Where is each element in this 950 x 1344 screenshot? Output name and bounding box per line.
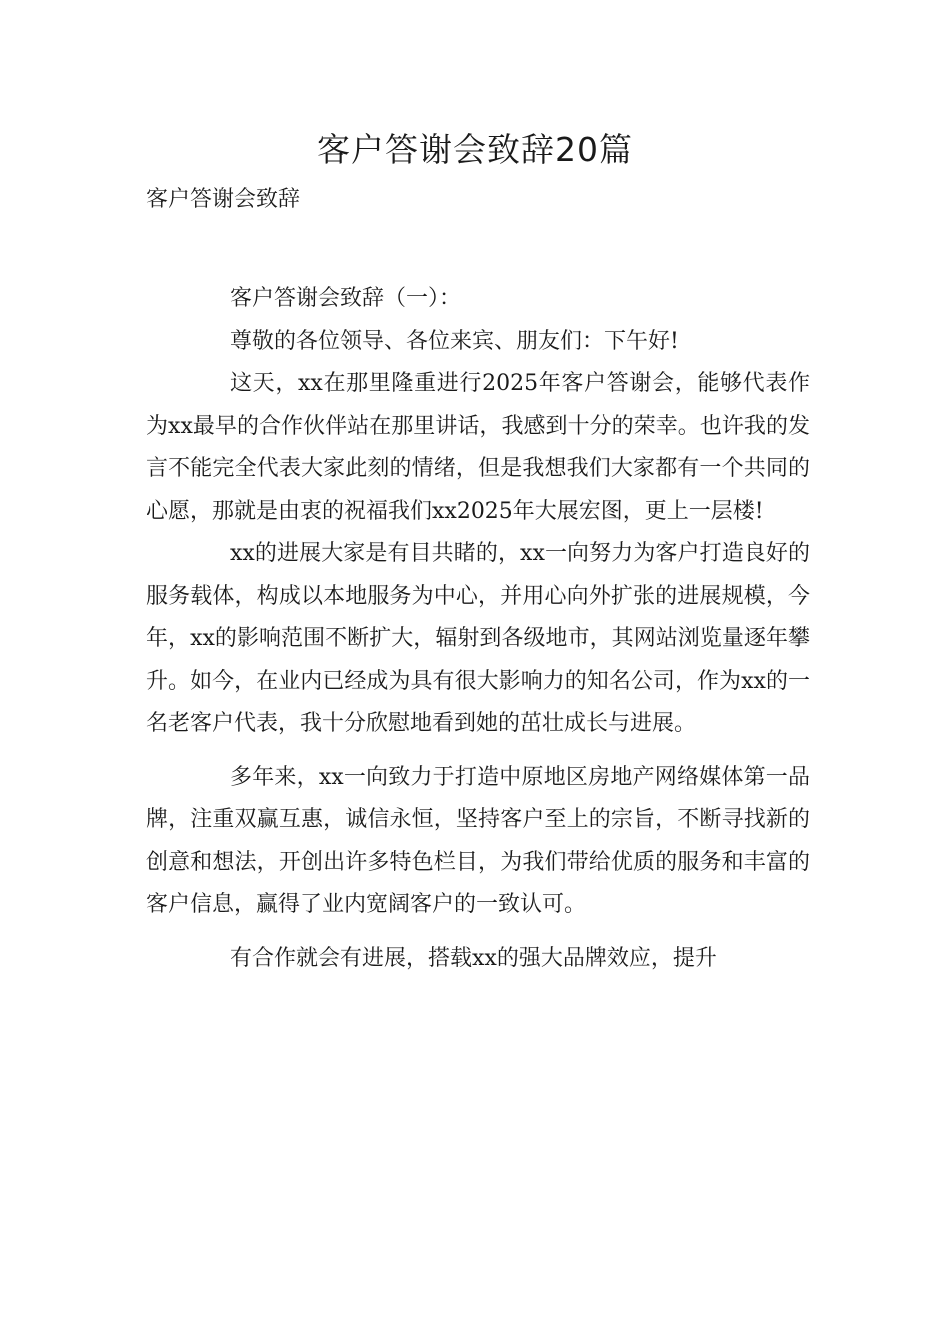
body-paragraph: 多年来，xx一向致力于打造中原地区房地产网络媒体第一品牌，注重双赢互惠，诚信永恒，坚持客户至上的宗旨，不断寻找新的创意和想法，开创出许多特色栏目，为我们带给优质的服务和丰富的客户信息，赢得了业内宽阔客户的一致认可。 <box>146 764 810 917</box>
document-title: 客户答谢会致辞20篇 <box>317 130 633 169</box>
section-heading: 客户答谢会致辞（一）： <box>230 286 462 311</box>
greeting-paragraph: 尊敬的各位领导、各位来宾、朋友们：下午好! <box>230 328 679 354</box>
document-body <box>146 278 810 980</box>
body-paragraph: xx的进展大家是有目共睹的，xx一向努力为客户打造良好的服务载体，构成以本地服务为中心，并用心向外扩张的进展规模，今年，xx的影响范围不断扩大，辐射到各级地市，其网站浏览量逐年攀升。如今，在业内已经成为具有很大影响力的知名公司，作为xx的一名老客户代表，我十分欣慰地看到她的茁壮成长与进展。 <box>146 541 810 736</box>
document-subtitle: 客户答谢会致辞 <box>146 187 301 212</box>
body-paragraph: 有合作就会有进展，搭载xx的强大品牌效应，提升 <box>230 945 717 971</box>
body-paragraph: 这天，xx在那里隆重进行2025年客户答谢会，能够代表作为xx最早的合作伙伴站在那里讲话，我感到十分的荣幸。也许我的发言不能完全代表大家此刻的情绪，但是我想我们大家都有一个共同的心愿，那就是由衷的祝福我们xx2025年大展宏图，更上一层楼! <box>146 371 810 524</box>
